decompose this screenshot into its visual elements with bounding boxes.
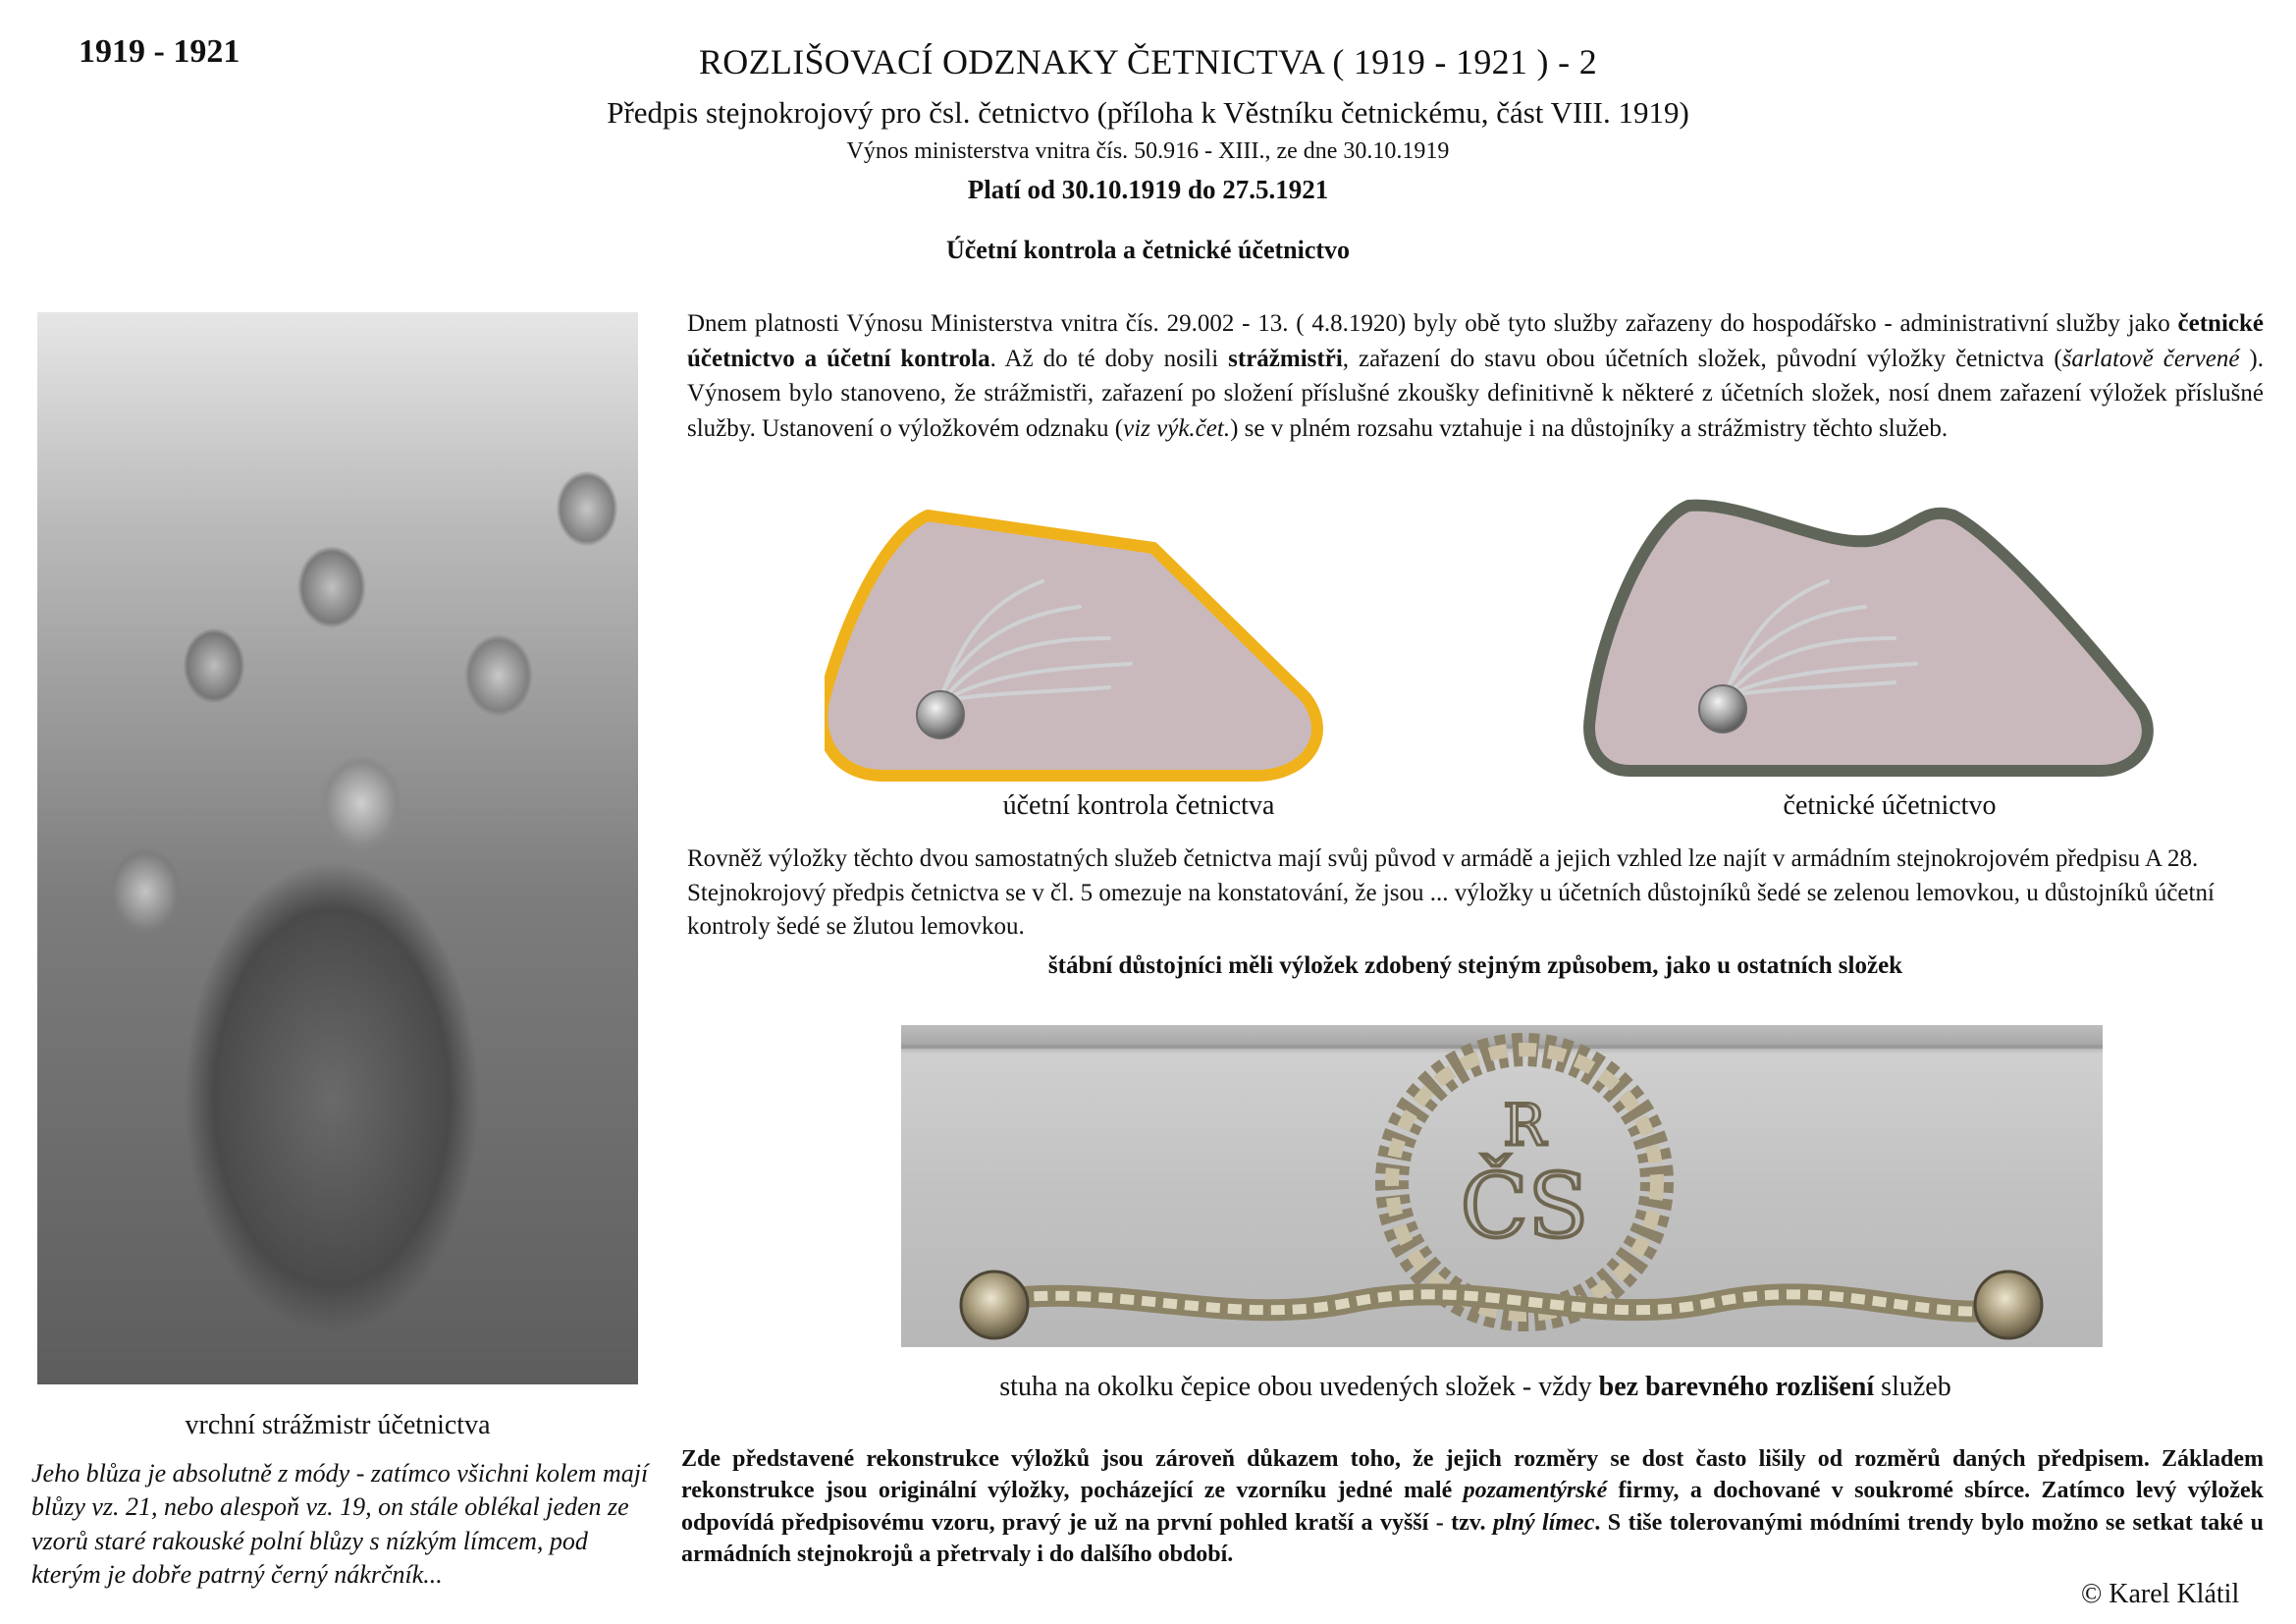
decree-line: Výnos ministerstva vnitra čís. 50.916 - XIII., ze dne 30.10.1919 (846, 138, 1450, 164)
intro-text-2: . Až do té doby nosili (989, 345, 1229, 372)
conclusion-text-1: Zde představené rekonstrukce výložků jsou zároveň důkazem toho, že jejich rozměry se dost často lišily od rozměrů daných předpisem. Základem rekonstrukce jsou originální výložky, pocházející ze vzorníku jedné malé (681, 1446, 2264, 1504)
ribbon-caption-start: stuha na okolku čepice obou uvedených složek - vždy (999, 1372, 1599, 1402)
grenade-left-ball-icon (917, 691, 964, 738)
conclusion-italic-2: plný límec (1492, 1509, 1595, 1536)
conclusion-text-2: firmy, a dochované v soukromé sbírce. Zatímco levý výložek odpovídá předpisovému vzoru, pravý je už na první pohled kratší a vyšší - tzv. (681, 1478, 2264, 1536)
intro-text-5: ) se v plném rozsahu vztahuje i na důstojníky a strážmistry těchto služeb. (1230, 414, 1949, 442)
page-title: ROZLIŠOVACÍ ODZNAKY ČETNICTVA ( 1919 - 1921 ) - 2 (699, 42, 1597, 81)
validity-line: Platí od 30.10.1919 do 27.5.1921 (967, 175, 1329, 204)
braided-cord-icon (970, 1294, 2030, 1311)
conclusion-text-3: . S tiše tolerovanými módními trendy bylo možno se setkat také u armádních stejnokrojů a přetrvaly i do dalšího období. (681, 1509, 2264, 1568)
origin-paragraph: Rovněž výložky těchto dvou samostatných služeb četnictva mají svůj původ v armádě a jejich vzhled lze najít v armádním stejnokrojovém předpisu A 28. Stejnokrojový předpis četnictva se v čl. 5 omezuje na konstatování, že jsou ... výložky u účetních důstojníků šedé se zelenou lemovkou, u důstojníků účetní kontroly šedé se žlutou lemovkou. (687, 845, 2215, 940)
ribbon-caption-bold: bez barevného rozlišení (1598, 1372, 1875, 1402)
intro-paragraph (687, 306, 2264, 446)
intro-text-4: ). Výnosem bylo stanoveno, že strážmistři, zařazení po složení příslušné zkoušky definitivně k některé z účetních složek, nosí dnem zařazení výložek příslušné služby. Ustanovení o výložkovém odznaku ( (687, 345, 2264, 442)
ribbon-caption-end: služeb (1874, 1372, 1951, 1402)
photo-caption: vrchní strážmistr účetnictva (185, 1410, 491, 1440)
intro-bold-2: strážmistři (1228, 345, 1343, 372)
intro-bold-1: četnické účetnictvo a účetní kontrola (687, 310, 2264, 372)
staff-officers-note: štábní důstojníci měli výložek zdobený stejným způsobem, jako u ostatních složek (1047, 952, 1903, 979)
button-left-icon (961, 1272, 1028, 1338)
ribbon-caption (687, 1372, 2264, 1403)
page-subtitle: Předpis stejnokrojový pro čsl. četnictvo (příloha k Věstníku četnickému, část VIII. 1919) (607, 95, 1689, 130)
button-right-icon (1975, 1272, 2042, 1338)
patch-left-felt (825, 515, 1317, 776)
intro-italic-1: šarlatově červené (2061, 345, 2240, 372)
grenade-right-ball-icon (1699, 685, 1746, 732)
photo-description: Jeho blůza je absolutně z módy - zatímco všichni kolem mají blůzy vz. 21, nebo alespoň vz. 19, on stále oblékal jeden ze vzorů staré rakouské polní blůzy s nízkým límcem, pod kterým je dobře patrný černý nákrčník... (31, 1459, 649, 1589)
intro-italic-2: viz výk.čet. (1123, 414, 1231, 442)
author-name: Karel Klátil (2109, 1579, 2240, 1609)
copyright (2081, 1579, 2239, 1610)
conclusion-italic-1: pozamentýrské (1463, 1478, 1608, 1504)
collar-patches (825, 491, 2199, 785)
intro-text-1: Dnem platnosti Výnosu Ministerstva vnitra čís. 29.002 - 13. ( 4.8.1920) byly obě tyto služby zařazeny do hospodářsko - administrativní služby jako (687, 310, 2178, 337)
monogram-r: R (1503, 1092, 1546, 1159)
caption-accounting: četnické účetnictvo (1783, 790, 1997, 821)
group-photo (37, 312, 638, 1384)
section-heading: Účetní kontrola a četnické účetnictvo (945, 236, 1351, 264)
monogram-cs: ČS (1460, 1155, 1589, 1258)
conclusion-paragraph (681, 1443, 2264, 1571)
cap-ribbon (901, 1025, 2103, 1347)
corner-date: 1919 - 1921 (79, 33, 240, 70)
intro-text-3: , zařazení do stavu obou účetních složek, původní výložky četnictva ( (1342, 345, 2062, 372)
copyright-icon: © (2081, 1579, 2103, 1609)
caption-accounting-control: účetní kontrola četnictva (1002, 790, 1275, 821)
patch-left (825, 515, 1317, 776)
patch-right (1589, 506, 2148, 771)
